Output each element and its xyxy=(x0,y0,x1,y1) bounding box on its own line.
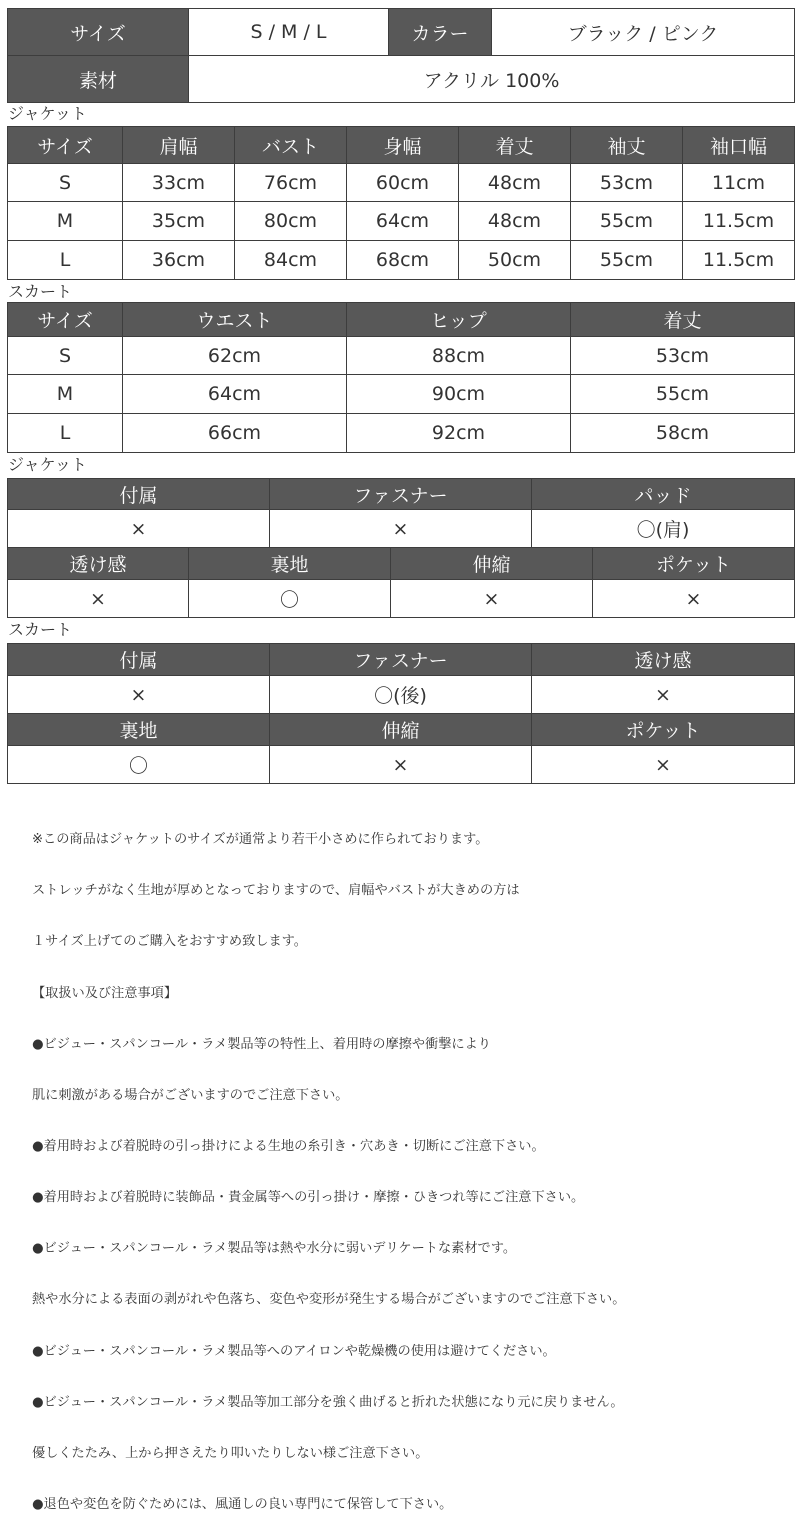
care-notes xyxy=(32,797,792,1530)
table-cell: 11cm xyxy=(683,164,795,202)
note-line: ●退色や変色を防ぐためには、風通しの良い専門にて保管して下さい。 xyxy=(32,1496,453,1512)
table-row xyxy=(8,337,795,375)
spec-value: × xyxy=(8,676,270,714)
note-line: 優しくたたみ、上から押さえたり叩いたりしない様ご注意下さい。 xyxy=(32,1445,429,1461)
spec-value: 〇 xyxy=(189,580,391,618)
table-cell: 55cm xyxy=(571,202,683,241)
table-cell: 66cm xyxy=(123,414,347,453)
table-cell: 62cm xyxy=(123,337,347,375)
spec-header: パッド xyxy=(532,479,795,510)
jacket-spec-table-lower xyxy=(7,547,795,618)
table-cell: L xyxy=(8,414,123,453)
table-cell: 64cm xyxy=(123,375,347,414)
column-header: ウエスト xyxy=(123,303,347,337)
note-line: ●ビジュー・スパンコール・ラメ製品等は熱や水分に弱いデリケートな素材です。 xyxy=(32,1241,517,1257)
column-header: サイズ xyxy=(8,303,123,337)
column-header: 肩幅 xyxy=(123,127,235,164)
table-row xyxy=(8,414,795,453)
table-cell: 33cm xyxy=(123,164,235,202)
table-row xyxy=(8,164,795,202)
table-row xyxy=(8,202,795,241)
table-header-row xyxy=(8,127,795,164)
table-cell: 90cm xyxy=(347,375,571,414)
note-line: ●ビジュー・スパンコール・ラメ製品等加工部分を強く曲げると折れた状態になり元に戻りません。 xyxy=(32,1394,624,1410)
note-line: ●ビジュー・スパンコール・ラメ製品等の特性上、着用時の摩擦や衝撃により xyxy=(32,1036,491,1052)
table-cell: S xyxy=(8,164,123,202)
spec-value: × xyxy=(532,676,795,714)
spec-value: × xyxy=(593,580,795,618)
spec-value: 〇(肩) xyxy=(532,510,795,548)
column-header: 身幅 xyxy=(347,127,459,164)
table-cell: 50cm xyxy=(459,241,571,280)
skirt-spec-table-lower xyxy=(7,713,795,784)
table-cell: M xyxy=(8,375,123,414)
table-cell: 53cm xyxy=(571,164,683,202)
table-row xyxy=(8,241,795,280)
note-line: ※この商品はジャケットのサイズが通常より若干小さめに作られております。 xyxy=(32,832,489,848)
column-header: バスト xyxy=(235,127,347,164)
table-cell: M xyxy=(8,202,123,241)
table-cell: 76cm xyxy=(235,164,347,202)
column-header: 袖口幅 xyxy=(683,127,795,164)
spec-header: 裏地 xyxy=(8,714,270,746)
table-cell: 64cm xyxy=(347,202,459,241)
table-cell: 68cm xyxy=(347,241,459,280)
jacket-spec-table-upper xyxy=(7,478,795,548)
jacket-size-section-title: ジャケット xyxy=(8,104,87,123)
table-cell: 11.5cm xyxy=(683,241,795,280)
column-header: サイズ xyxy=(8,127,123,164)
note-line: ●着用時および着脱時に装飾品・貴金属等への引っ掛け・摩擦・ひきつれ等にご注意下さい。 xyxy=(32,1190,585,1206)
table-cell: L xyxy=(8,241,123,280)
spec-value: 〇(後) xyxy=(270,676,532,714)
spec-value: × xyxy=(391,580,593,618)
material-label: 素材 xyxy=(8,56,189,103)
spec-header: 透け感 xyxy=(8,548,189,580)
table-cell: 55cm xyxy=(571,241,683,280)
spec-value: × xyxy=(8,510,270,548)
size-value: S / M / L xyxy=(189,9,389,56)
spec-header: 付属 xyxy=(8,644,270,676)
material-value: アクリル 100% xyxy=(189,56,795,103)
table-cell: 55cm xyxy=(571,375,795,414)
note-line: 熱や水分による表面の剥がれや色落ち、変色や変形が発生する場合がございますのでご注意下さい。 xyxy=(32,1292,626,1308)
note-line: ●ビジュー・スパンコール・ラメ製品等へのアイロンや乾燥機の使用は避けてください。 xyxy=(32,1343,556,1359)
table-cell: 53cm xyxy=(571,337,795,375)
note-line: １サイズ上げてのご購入をおすすめ致します。 xyxy=(32,934,307,950)
spec-header: 伸縮 xyxy=(391,548,593,580)
note-line: 【取扱い及び注意事項】 xyxy=(32,985,178,1001)
spec-value: 〇 xyxy=(8,746,270,784)
skirt-size-table xyxy=(7,302,795,453)
table-cell: 92cm xyxy=(347,414,571,453)
table-cell: 84cm xyxy=(235,241,347,280)
column-header: ヒップ xyxy=(347,303,571,337)
spec-header: 透け感 xyxy=(532,644,795,676)
size-label: サイズ xyxy=(8,9,189,56)
spec-header: 付属 xyxy=(8,479,270,510)
table-cell: 11.5cm xyxy=(683,202,795,241)
note-line: ストレッチがなく生地が厚めとなっておりますので、肩幅やバストが大きめの方は xyxy=(32,883,520,899)
jacket-size-table xyxy=(7,126,795,280)
spec-header: ファスナー xyxy=(270,644,532,676)
table-cell: 48cm xyxy=(459,164,571,202)
table-cell: S xyxy=(8,337,123,375)
skirt-spec-section-title: スカート xyxy=(8,620,73,639)
spec-value: × xyxy=(8,580,189,618)
column-header: 着丈 xyxy=(571,303,795,337)
jacket-spec-section-title: ジャケット xyxy=(8,455,87,474)
skirt-size-section-title: スカート xyxy=(8,282,73,301)
column-header: 着丈 xyxy=(459,127,571,164)
spec-header: ファスナー xyxy=(270,479,532,510)
color-value: ブラック / ピンク xyxy=(492,9,795,56)
note-line: ●着用時および着脱時の引っ掛けによる生地の糸引き・穴あき・切断にご注意下さい。 xyxy=(32,1138,545,1154)
spec-header: 裏地 xyxy=(189,548,391,580)
spec-value: × xyxy=(532,746,795,784)
spec-value: × xyxy=(270,510,532,548)
table-cell: 35cm xyxy=(123,202,235,241)
table-cell: 60cm xyxy=(347,164,459,202)
table-row xyxy=(8,375,795,414)
table-cell: 88cm xyxy=(347,337,571,375)
color-label: カラー xyxy=(389,9,492,56)
table-header-row xyxy=(8,303,795,337)
note-line: 肌に刺激がある場合がございますのでご注意下さい。 xyxy=(32,1087,349,1103)
column-header: 袖丈 xyxy=(571,127,683,164)
spec-header: 伸縮 xyxy=(270,714,532,746)
product-info-table xyxy=(7,8,795,103)
table-cell: 80cm xyxy=(235,202,347,241)
spec-value: × xyxy=(270,746,532,784)
table-cell: 36cm xyxy=(123,241,235,280)
skirt-spec-table-upper xyxy=(7,643,795,714)
table-cell: 48cm xyxy=(459,202,571,241)
spec-header: ポケット xyxy=(532,714,795,746)
table-cell: 58cm xyxy=(571,414,795,453)
spec-header: ポケット xyxy=(593,548,795,580)
